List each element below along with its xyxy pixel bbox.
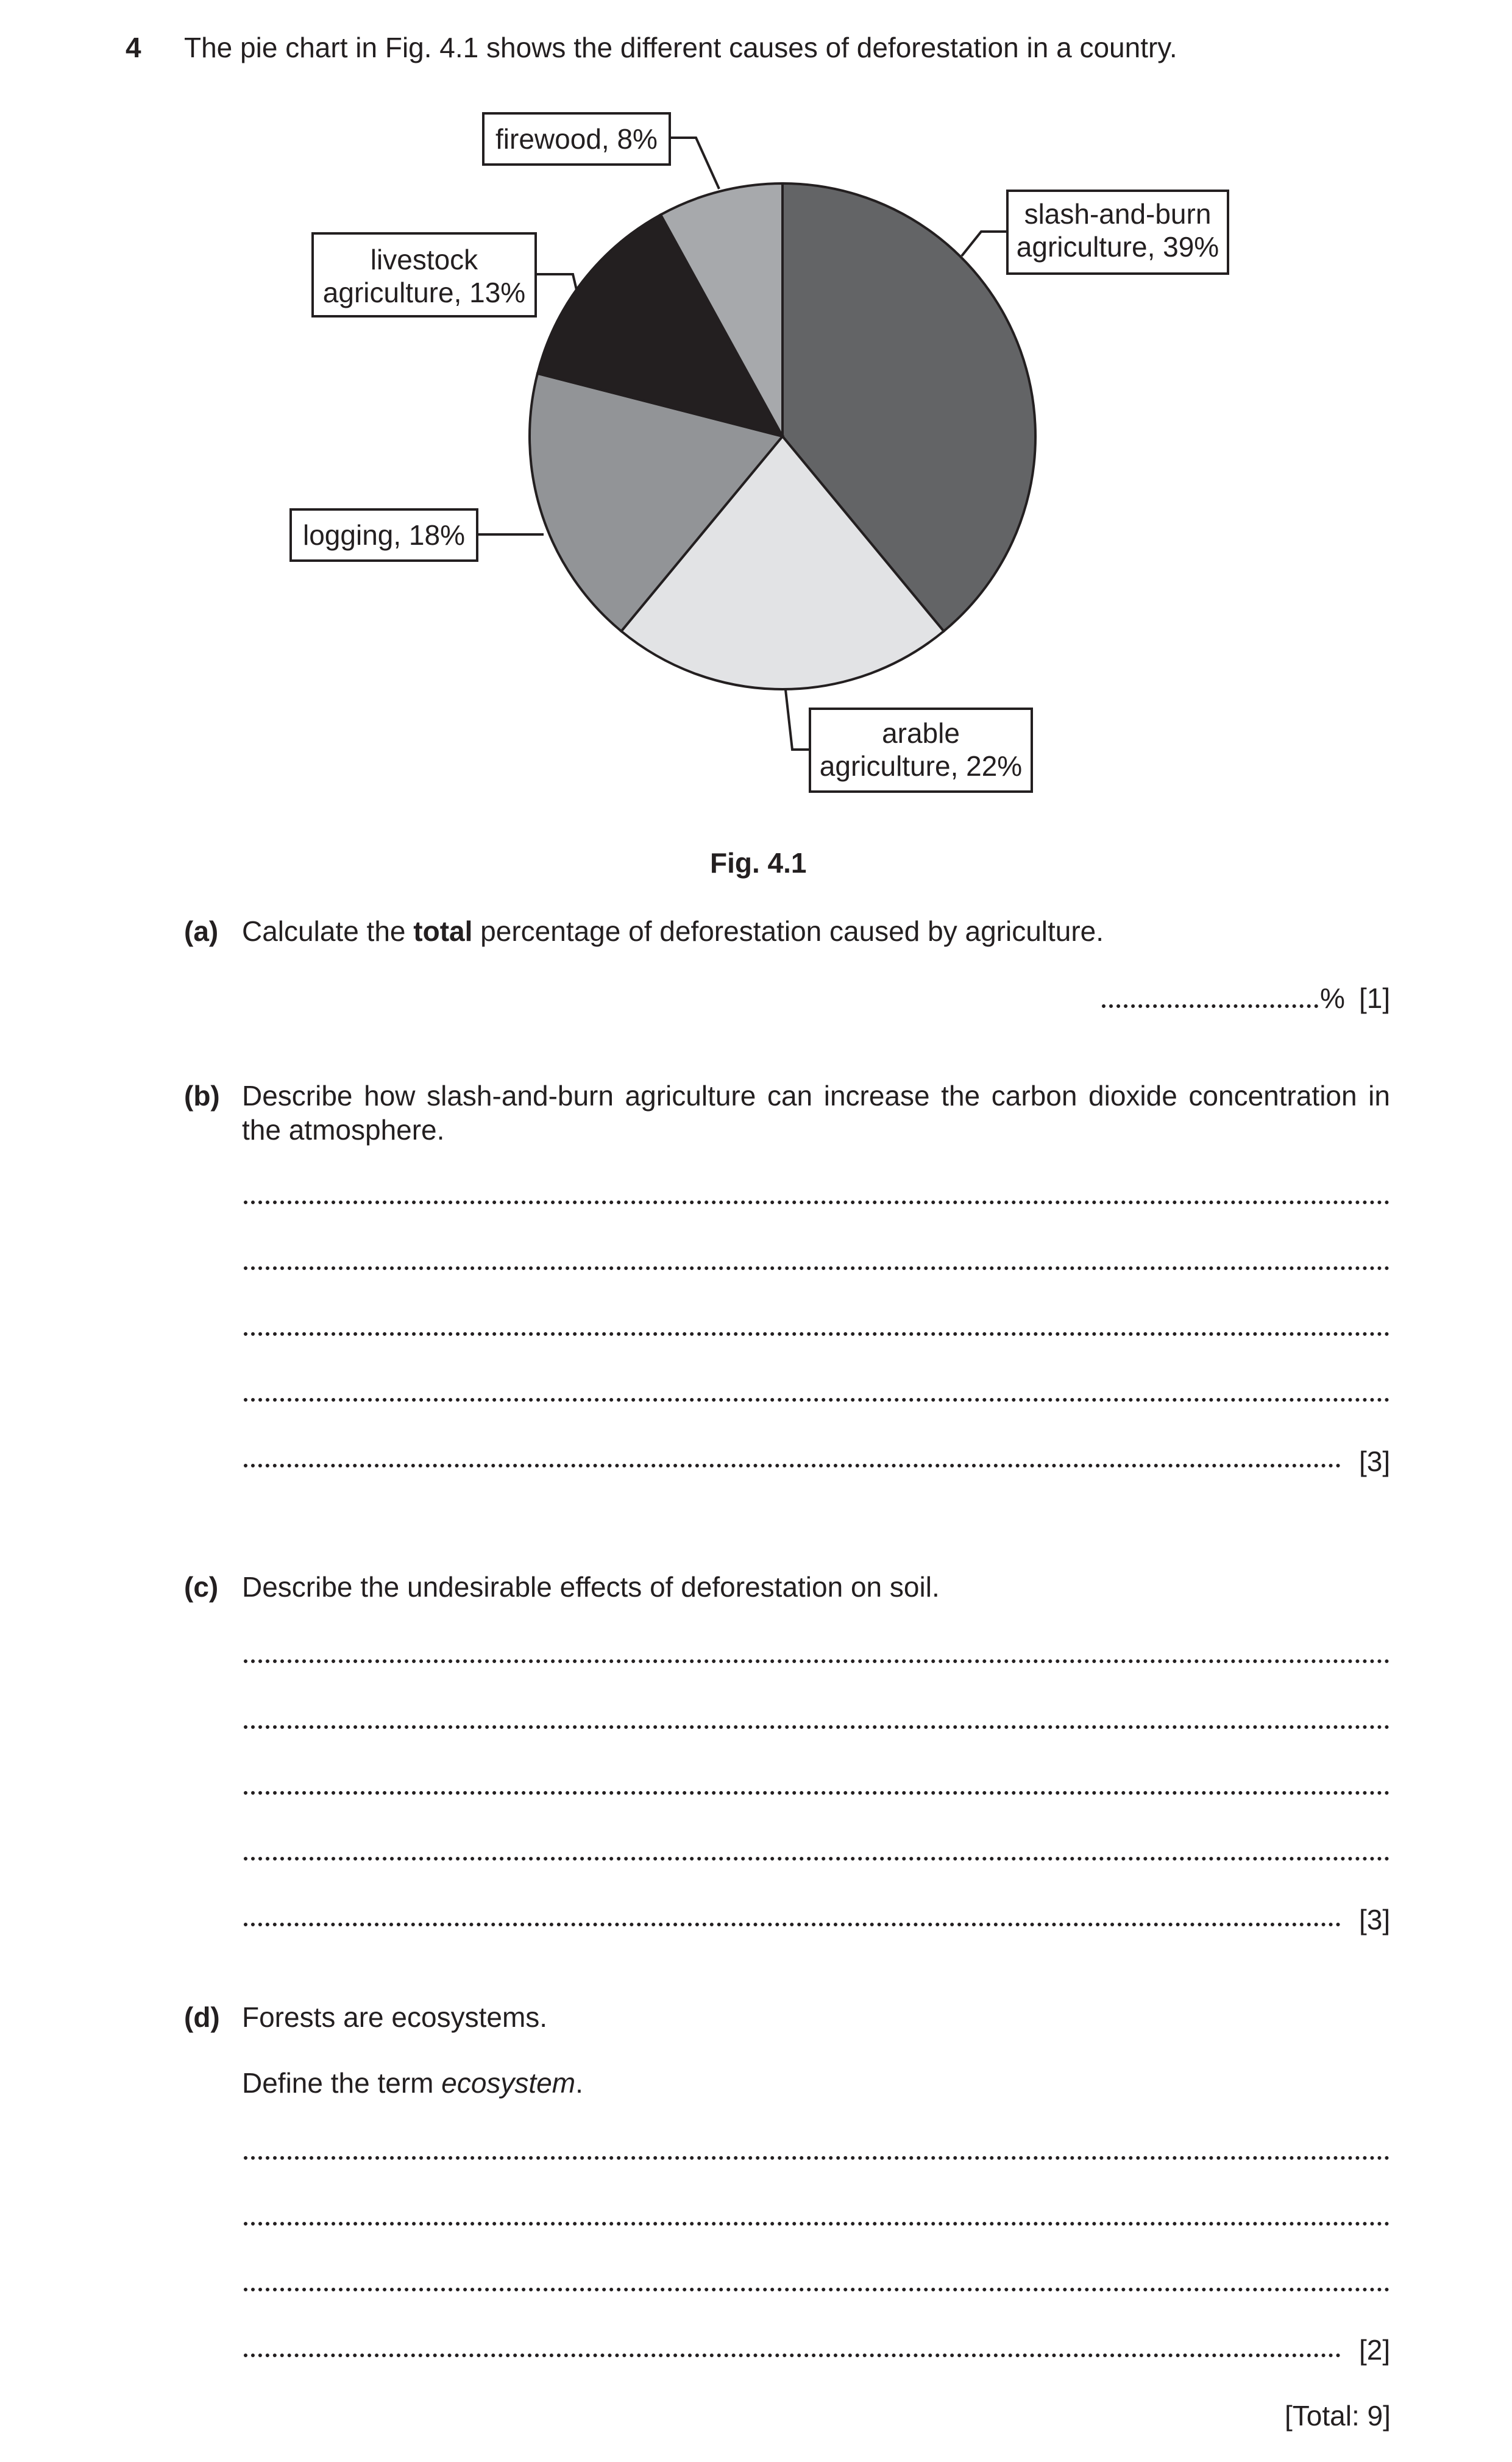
slice-label-arable: arable agriculture, 22% <box>819 717 1023 782</box>
leader-line-arable <box>786 690 809 750</box>
part-d-statement: Forests are ecosystems. <box>242 2001 548 2033</box>
part-c-answer-line-1[interactable] <box>244 1659 1390 1663</box>
question-number: 4 <box>126 32 141 63</box>
total-marks: [Total: 9] <box>1285 2400 1391 2432</box>
part-d-answer-line-4[interactable] <box>244 2354 1341 2357</box>
leader-line-livestock <box>536 274 578 295</box>
part-c-answer-line-2[interactable] <box>244 1725 1390 1729</box>
part-a-label: (a) <box>184 915 219 947</box>
part-c-answer-line-4[interactable] <box>244 1857 1390 1861</box>
pie-slices <box>530 183 1035 689</box>
part-d-label: (d) <box>184 2001 220 2033</box>
part-b-label: (b) <box>184 1080 220 1112</box>
part-c-answer-line-5[interactable] <box>244 1923 1341 1926</box>
part-d-answer-line-1[interactable] <box>244 2156 1390 2160</box>
part-c-label: (c) <box>184 1571 219 1603</box>
part-a-marks: [1] <box>1359 982 1391 1014</box>
part-a-unit: % <box>1320 982 1345 1014</box>
slice-label-logging: logging, 18% <box>303 519 465 551</box>
part-d-marks: [2] <box>1359 2334 1391 2366</box>
part-b-answer-line-3[interactable] <box>244 1332 1390 1336</box>
part-b-answer-line-1[interactable] <box>244 1201 1390 1204</box>
part-d-question: Define the term ecosystem. <box>242 2067 583 2099</box>
part-c-question: Describe the undesirable effects of deforestation on soil. <box>242 1571 940 1603</box>
pie-chart <box>0 0 1512 829</box>
leader-line-firewood <box>670 138 719 189</box>
part-a-answer-line[interactable] <box>1102 1004 1318 1008</box>
slice-label-livestock: livestock agriculture, 13% <box>322 244 526 308</box>
part-c-marks: [3] <box>1359 1904 1391 1935</box>
part-b-question-line1: Describe how slash-and-burn agriculture can increase the carbon dioxide concentration in <box>242 1080 1390 1112</box>
part-d-answer-line-2[interactable] <box>244 2222 1390 2226</box>
part-b-answer-line-4[interactable] <box>244 1398 1390 1402</box>
slice-label-slash-and-burn: slash-and-burn agriculture, 39% <box>1016 198 1219 263</box>
question-intro: The pie chart in Fig. 4.1 shows the different causes of deforestation in a country. <box>184 32 1177 63</box>
part-c-answer-line-3[interactable] <box>244 1791 1390 1795</box>
part-a-question: Calculate the total percentage of deforestation caused by agriculture. <box>242 915 1104 947</box>
part-b-answer-line-5[interactable] <box>244 1464 1341 1467</box>
part-b-question-line2: the atmosphere. <box>242 1114 445 1146</box>
part-b-marks: [3] <box>1359 1446 1391 1477</box>
leader-line-slash-and-burn <box>962 232 1007 256</box>
figure-caption: Fig. 4.1 <box>710 847 807 879</box>
part-d-answer-line-3[interactable] <box>244 2288 1390 2291</box>
slice-label-firewood: firewood, 8% <box>495 123 658 155</box>
part-b-answer-line-2[interactable] <box>244 1266 1390 1270</box>
